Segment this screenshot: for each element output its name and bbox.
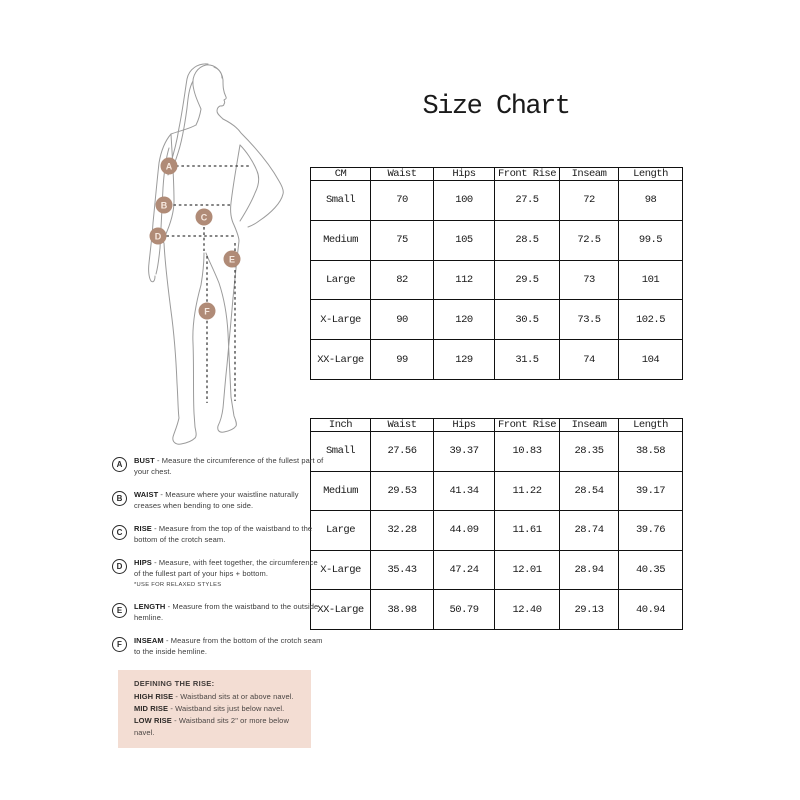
size-cell: 11.22	[495, 471, 560, 511]
definition-separator: -	[165, 602, 173, 612]
definition-rise	[112, 524, 324, 545]
definition-term: LENGTH	[134, 602, 166, 612]
col-header: Length	[619, 419, 683, 432]
measurement-definitions	[112, 456, 324, 670]
size-cell: 11.61	[495, 511, 560, 551]
table-row	[311, 550, 683, 590]
rise-separator: -	[173, 692, 181, 701]
table-row	[311, 590, 683, 630]
rise-description: Waistband sits at or above navel.	[180, 692, 294, 701]
rise-box-heading: DEFINING THE RISE:	[134, 679, 215, 688]
size-cell: 40.35	[619, 550, 683, 590]
size-cell: 41.34	[434, 471, 495, 511]
definition-text	[134, 602, 324, 623]
size-cell: 102.5	[619, 300, 683, 340]
size-cell: Small	[311, 432, 371, 472]
rise-separator: -	[171, 716, 179, 725]
definition-separator: -	[154, 456, 162, 465]
rise-separator: -	[168, 704, 176, 713]
size-cell: 72.5	[560, 220, 619, 260]
definition-note: *USE FOR RELAXED STYLES	[134, 582, 222, 588]
definition-letter-badge: E	[112, 603, 127, 618]
defining-the-rise-box	[118, 670, 311, 748]
size-cell: 12.01	[495, 550, 560, 590]
torso-right-edge	[231, 145, 240, 241]
size-cell: Large	[311, 260, 371, 300]
definition-description: Measure from the waistband to the outside hemline.	[134, 602, 319, 622]
definition-text	[134, 456, 324, 477]
definition-description: Measure the circumference of the fullest part of your chest.	[134, 456, 324, 476]
rise-term: MID RISE	[134, 704, 169, 713]
table-row	[311, 340, 683, 380]
size-cell: Medium	[311, 220, 371, 260]
size-cell: 44.09	[434, 511, 495, 551]
size-cell: 112	[434, 260, 495, 300]
size-cell: X-Large	[311, 300, 371, 340]
size-cell: 30.5	[495, 300, 560, 340]
hair-outline	[165, 64, 208, 175]
rise-term: LOW RISE	[134, 716, 172, 725]
size-cell: 29.13	[560, 590, 619, 630]
size-cell: 73	[560, 260, 619, 300]
col-header: Inseam	[560, 419, 619, 432]
size-cell: 73.5	[560, 300, 619, 340]
marker-a-letter: A	[165, 161, 173, 172]
definition-term: BUST	[134, 456, 155, 465]
rise-item-high	[134, 691, 303, 703]
size-cell: 99	[371, 340, 434, 380]
size-cell: 72	[560, 181, 619, 221]
size-cell: 70	[371, 181, 434, 221]
size-cell: 12.40	[495, 590, 560, 630]
size-cell: 38.98	[371, 590, 434, 630]
size-cell: 10.83	[495, 432, 560, 472]
size-cell: 105	[434, 220, 495, 260]
size-cell: 90	[371, 300, 434, 340]
size-cell: 99.5	[619, 220, 683, 260]
definition-description: Measure from the top of the waistband to the bottom of the crotch seam.	[134, 524, 313, 544]
definition-bust	[112, 456, 324, 477]
size-cell: 98	[619, 181, 683, 221]
hair-strand	[214, 67, 222, 78]
col-header: Waist	[371, 419, 434, 432]
definition-inseam	[112, 636, 324, 657]
size-table-cm	[310, 167, 683, 380]
size-cell: 35.43	[371, 550, 434, 590]
rise-description: Waistband sits just below navel.	[175, 704, 285, 713]
table-row	[311, 432, 683, 472]
definition-separator: -	[151, 524, 159, 533]
size-cell: 39.17	[619, 471, 683, 511]
size-cell: 29.53	[371, 471, 434, 511]
definition-separator: -	[158, 490, 166, 499]
marker-d-letter: D	[154, 231, 162, 242]
table-row	[311, 181, 683, 221]
rise-item-low	[134, 715, 303, 739]
marker-c-letter: C	[200, 212, 208, 223]
size-cell: 28.94	[560, 550, 619, 590]
size-cell: 120	[434, 300, 495, 340]
definition-length	[112, 602, 324, 623]
size-cell: Large	[311, 511, 371, 551]
body-outline	[149, 64, 284, 444]
size-cell: 31.5	[495, 340, 560, 380]
col-header: Front Rise	[495, 168, 560, 181]
definition-text	[134, 636, 324, 657]
measurement-figure	[113, 53, 318, 453]
marker-e-letter: E	[228, 254, 236, 265]
head-back-outline	[193, 65, 206, 125]
size-cell: 28.5	[495, 220, 560, 260]
definition-letter-badge: C	[112, 525, 127, 540]
size-cell: 75	[371, 220, 434, 260]
head-outline	[206, 65, 226, 119]
right-arm-outer	[223, 119, 283, 227]
size-cell: 100	[434, 181, 495, 221]
table-row	[311, 471, 683, 511]
col-header: Inseam	[560, 168, 619, 181]
definition-separator: -	[151, 558, 159, 567]
size-cell: 32.28	[371, 511, 434, 551]
table-row	[311, 220, 683, 260]
torso-left-edge	[160, 125, 196, 243]
size-cell: Small	[311, 181, 371, 221]
size-cell: Medium	[311, 471, 371, 511]
definition-description: Measure where your waistline naturally creases when bending to one side.	[134, 490, 299, 510]
table-header-row	[311, 168, 683, 181]
size-cell: 27.56	[371, 432, 434, 472]
definition-letter-badge: D	[112, 559, 127, 574]
size-cell: 38.58	[619, 432, 683, 472]
size-cell: 129	[434, 340, 495, 380]
size-cell: 39.37	[434, 432, 495, 472]
col-header: Waist	[371, 168, 434, 181]
size-cell: 104	[619, 340, 683, 380]
size-cell: XX-Large	[311, 590, 371, 630]
size-cell: 101	[619, 260, 683, 300]
col-header: Inch	[311, 419, 371, 432]
col-header: CM	[311, 168, 371, 181]
size-cell: 47.24	[434, 550, 495, 590]
size-cell: X-Large	[311, 550, 371, 590]
size-cell: 39.76	[619, 511, 683, 551]
right-leg	[206, 241, 239, 432]
rise-description: Waistband sits 2" or more below navel.	[134, 716, 289, 737]
col-header: Front Rise	[495, 419, 560, 432]
col-header: Length	[619, 168, 683, 181]
size-cell: 27.5	[495, 181, 560, 221]
table-row	[311, 260, 683, 300]
definition-description: Measure, with feet together, the circumference of the fullest part of your hips + bottom.	[134, 558, 318, 578]
marker-f-letter: F	[204, 306, 210, 317]
size-cell: 40.94	[619, 590, 683, 630]
measurement-figure-svg	[113, 53, 318, 453]
marker-b-letter: B	[160, 200, 168, 211]
definition-text	[134, 524, 324, 545]
size-cell: 29.5	[495, 260, 560, 300]
definition-hips	[112, 558, 324, 589]
table-row	[311, 511, 683, 551]
definition-term: INSEAM	[134, 636, 164, 646]
definition-term: HIPS	[134, 558, 152, 567]
definition-term: RISE	[134, 524, 152, 533]
definition-letter-badge: A	[112, 457, 127, 472]
left-leg	[164, 243, 204, 444]
size-cell: 82	[371, 260, 434, 300]
definition-letter-badge: F	[112, 637, 127, 652]
page-title: Size Chart	[422, 92, 570, 122]
definition-text	[134, 558, 324, 589]
size-cell: 28.74	[560, 511, 619, 551]
size-cell: XX-Large	[311, 340, 371, 380]
size-table-inch	[310, 418, 683, 630]
definition-term: WAIST	[134, 490, 159, 499]
size-cell: 28.35	[560, 432, 619, 472]
definition-waist	[112, 490, 324, 511]
col-header: Hips	[434, 168, 495, 181]
rise-item-mid	[134, 703, 303, 715]
definition-letter-badge: B	[112, 491, 127, 506]
table-row	[311, 300, 683, 340]
definition-description: Measure from the bottom of the crotch seam to the inside hemline.	[134, 636, 323, 656]
size-cell: 50.79	[434, 590, 495, 630]
size-cell: 28.54	[560, 471, 619, 511]
col-header: Hips	[434, 419, 495, 432]
size-cell: 74	[560, 340, 619, 380]
right-arm-inner	[240, 145, 259, 221]
definition-separator: -	[163, 636, 171, 646]
rise-term: HIGH RISE	[134, 692, 174, 701]
table-header-row	[311, 419, 683, 432]
definition-text	[134, 490, 324, 511]
